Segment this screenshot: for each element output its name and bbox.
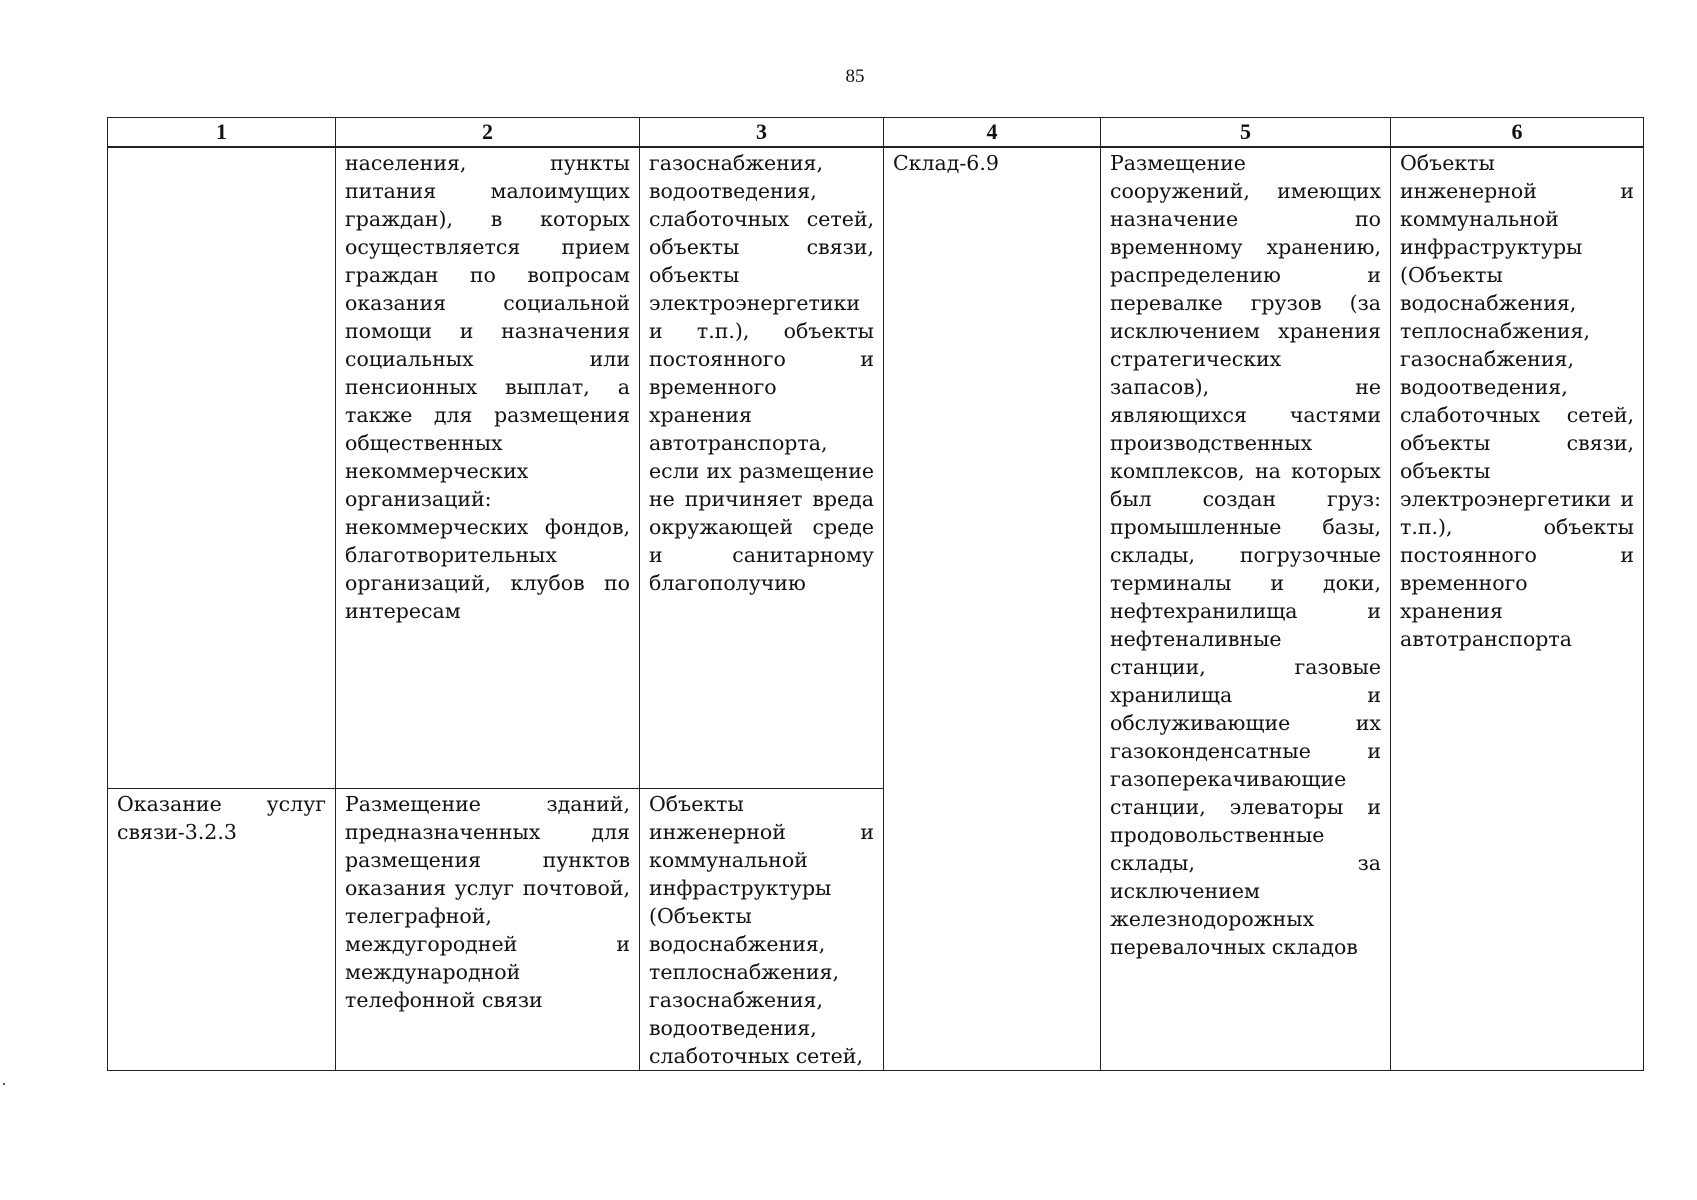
column-header-6: 6 [1391, 118, 1644, 148]
row1-col5-cell [1101, 147, 1391, 1071]
land-use-table [107, 117, 1644, 1071]
row2-col2-cell [336, 789, 640, 1071]
table-header-row [108, 118, 1644, 148]
row1-col5-text: Размещение сооружений, имеющих назначение по временному хранению, распределению и перевалке грузов (за исключением хранения стратегических запасов), не являющихся частями производственных комплексов, на которых был создан груз: промышленные базы, склады, погрузочные терминалы и доки, нефтехранилища и нефтеналивные станции, газовые хранилища и обслуживающие их газоконденсатные и газоперекачивающие станции, элеваторы и продовольственные склады, за исключением железнодорожных перевалочных складов [1110, 151, 1381, 959]
row1-col6-cell [1391, 147, 1644, 1071]
row1-col1-cell [108, 147, 336, 789]
row1-col4-cell [884, 147, 1101, 1071]
column-header-4: 4 [884, 118, 1101, 148]
row1-col6-text: Объекты инженерной и коммунальной инфраструктуры (Объекты водоснабжения, теплоснабжения, газоснабжения, водоотведения, слаботочных сетей, объекты связи, объекты электроэнергетики и т.п.), объекты постоянного и временного хранения автотранспорта [1400, 151, 1634, 651]
column-header-1: 1 [108, 118, 336, 148]
page-number: 85 [845, 66, 865, 87]
column-header-2: 2 [336, 118, 640, 148]
column-header-3: 3 [640, 118, 884, 148]
row1-col2-cell [336, 147, 640, 789]
column-header-5: 5 [1101, 118, 1391, 148]
row2-col1-text: Оказание услуг связи-3.2.3 [117, 792, 326, 844]
row1-col4-text: Склад-6.9 [893, 151, 999, 175]
row1-col3-cell [640, 147, 884, 789]
table-row [108, 147, 1644, 789]
scan-speck [3, 1083, 5, 1085]
row2-col3-cell [640, 789, 884, 1071]
row2-col2-text: Размещение зданий, предназначенных для размещения пунктов оказания услуг почтовой, телеграфной, междугородней и международной телефонной связи [345, 792, 630, 1012]
row1-col2-text: населения, пункты питания малоимущих граждан), в которых осуществляется прием граждан по вопросам оказания социальной помощи и назначения социальных или пенсионных выплат, а также для размещения общественных некоммерческих организаций: некоммерческих фондов, благотворительных организаций, клубов по интересам [345, 151, 630, 623]
row2-col3-text: Объекты инженерной и коммунальной инфраструктуры (Объекты водоснабжения, теплоснабжения, газоснабжения, водоотведения, слаботочных сетей, [649, 792, 874, 1068]
row2-col1-cell [108, 789, 336, 1071]
row1-col3-text: газоснабжения, водоотведения, слаботочных сетей, объекты связи, объекты электроэнергетики и т.п.), объекты постоянного и временного хранения автотранспорта, если их размещение не причиняет вреда окружающей среде и санитарному благополучию [649, 151, 874, 595]
